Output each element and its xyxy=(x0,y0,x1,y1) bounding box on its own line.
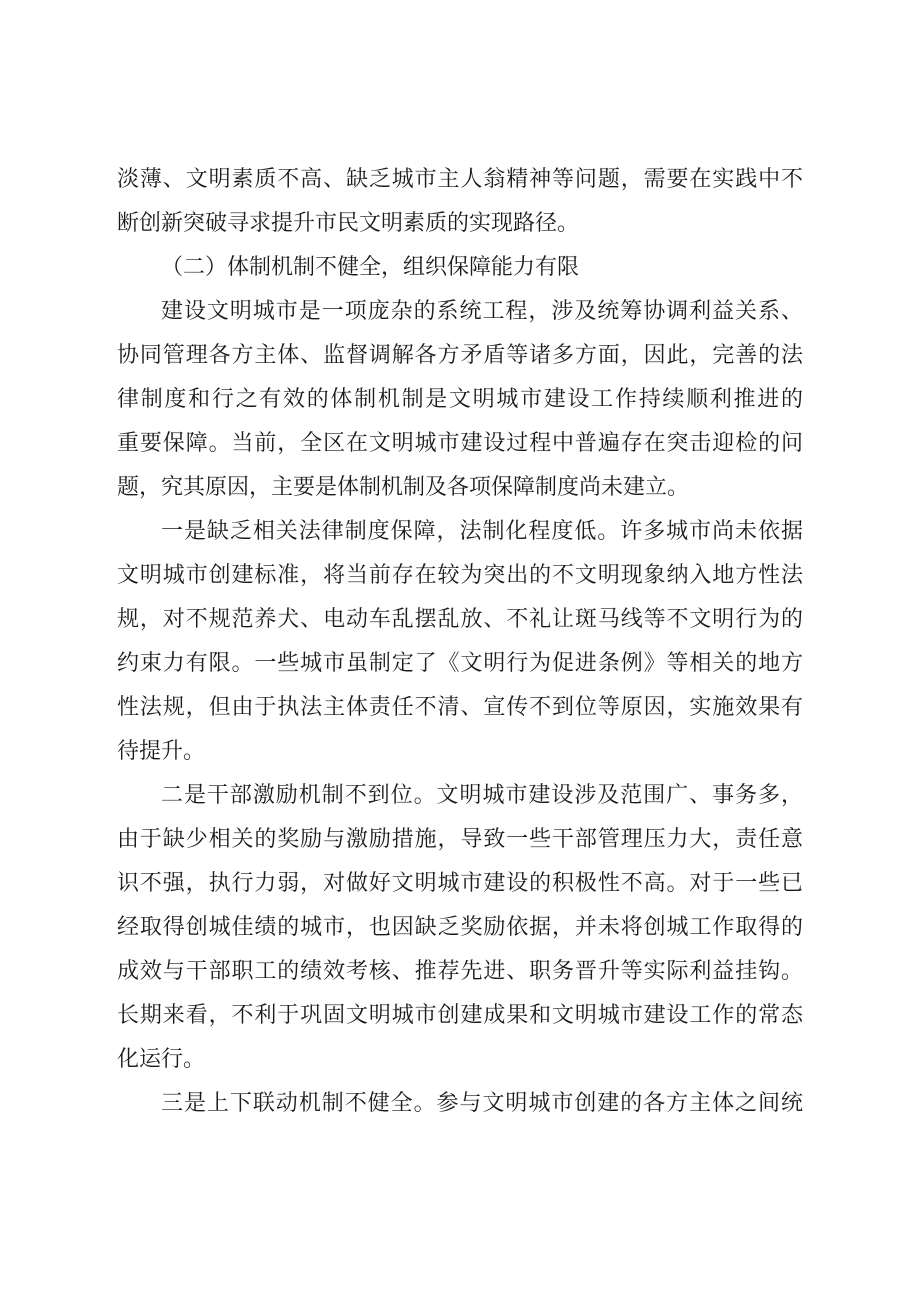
paragraph-system-engineering xyxy=(117,290,803,510)
text-line: 重要保障。当前，全区在文明城市建设过程中普遍存在突击迎检的问 xyxy=(117,431,803,456)
text-line: 性法规，但由于执法主体责任不清、宣传不到位等原因，实施效果有 xyxy=(117,695,803,720)
text-line: 长期来看，不利于巩固文明城市创建成果和文明城市建设工作的常态 xyxy=(117,1003,803,1028)
text-line: 经取得创城佳绩的城市，也因缺乏奖励依据，并未将创城工作取得的 xyxy=(117,915,803,940)
text-line: 律制度和行之有效的体制机制是文明城市建设工作持续顺利推进的 xyxy=(117,387,803,412)
text-line: 规，对不规范养犬、电动车乱摆乱放、不礼让斑马线等不文明行为的 xyxy=(117,607,803,632)
text-line: 建设文明城市是一项庞杂的系统工程，涉及统筹协调利益关系、 xyxy=(161,299,803,324)
section-heading xyxy=(117,246,803,290)
paragraph-cadre-incentive xyxy=(117,774,803,1082)
text-line: 协同管理各方主体、监督调解各方矛盾等诸多方面，因此，完善的法 xyxy=(117,343,803,368)
paragraph-linkage-mechanism xyxy=(117,1082,803,1126)
text-line: 化运行。 xyxy=(117,1047,206,1072)
text-line: 一是缺乏相关法律制度保障，法制化程度低。许多城市尚未依据 xyxy=(161,519,803,544)
text-line: 由于缺少相关的奖励与激励措施，导致一些干部管理压力大，责任意 xyxy=(117,827,803,852)
document-body xyxy=(117,158,803,1126)
text-line: 题，究其原因，主要是体制机制及各项保障制度尚未建立。 xyxy=(117,475,690,500)
text-line: 待提升。 xyxy=(117,739,206,764)
paragraph-legal-system xyxy=(117,510,803,774)
text-line: 二是干部激励机制不到位。文明城市建设涉及范围广、事务多， xyxy=(161,783,803,808)
text-line: 文明城市创建标准，将当前存在较为突出的不文明现象纳入地方性法 xyxy=(117,563,803,588)
heading-text: （二）体制机制不健全，组织保障能力有限 xyxy=(161,255,580,280)
text-line: 淡薄、文明素质不高、缺乏城市主人翁精神等问题，需要在实践中不 xyxy=(117,167,803,192)
paragraph-continuation xyxy=(117,158,803,246)
text-line: 成效与干部职工的绩效考核、推荐先进、职务晋升等实际利益挂钩。 xyxy=(117,959,803,984)
text-line: 三是上下联动机制不健全。参与文明城市创建的各方主体之间统 xyxy=(161,1091,803,1116)
text-line: 约束力有限。一些城市虽制定了《文明行为促进条例》等相关的地方 xyxy=(117,651,803,676)
text-line: 断创新突破寻求提升市民文明素质的实现路径。 xyxy=(117,211,580,236)
text-line: 识不强，执行力弱，对做好文明城市建设的积极性不高。对于一些已 xyxy=(117,871,803,896)
